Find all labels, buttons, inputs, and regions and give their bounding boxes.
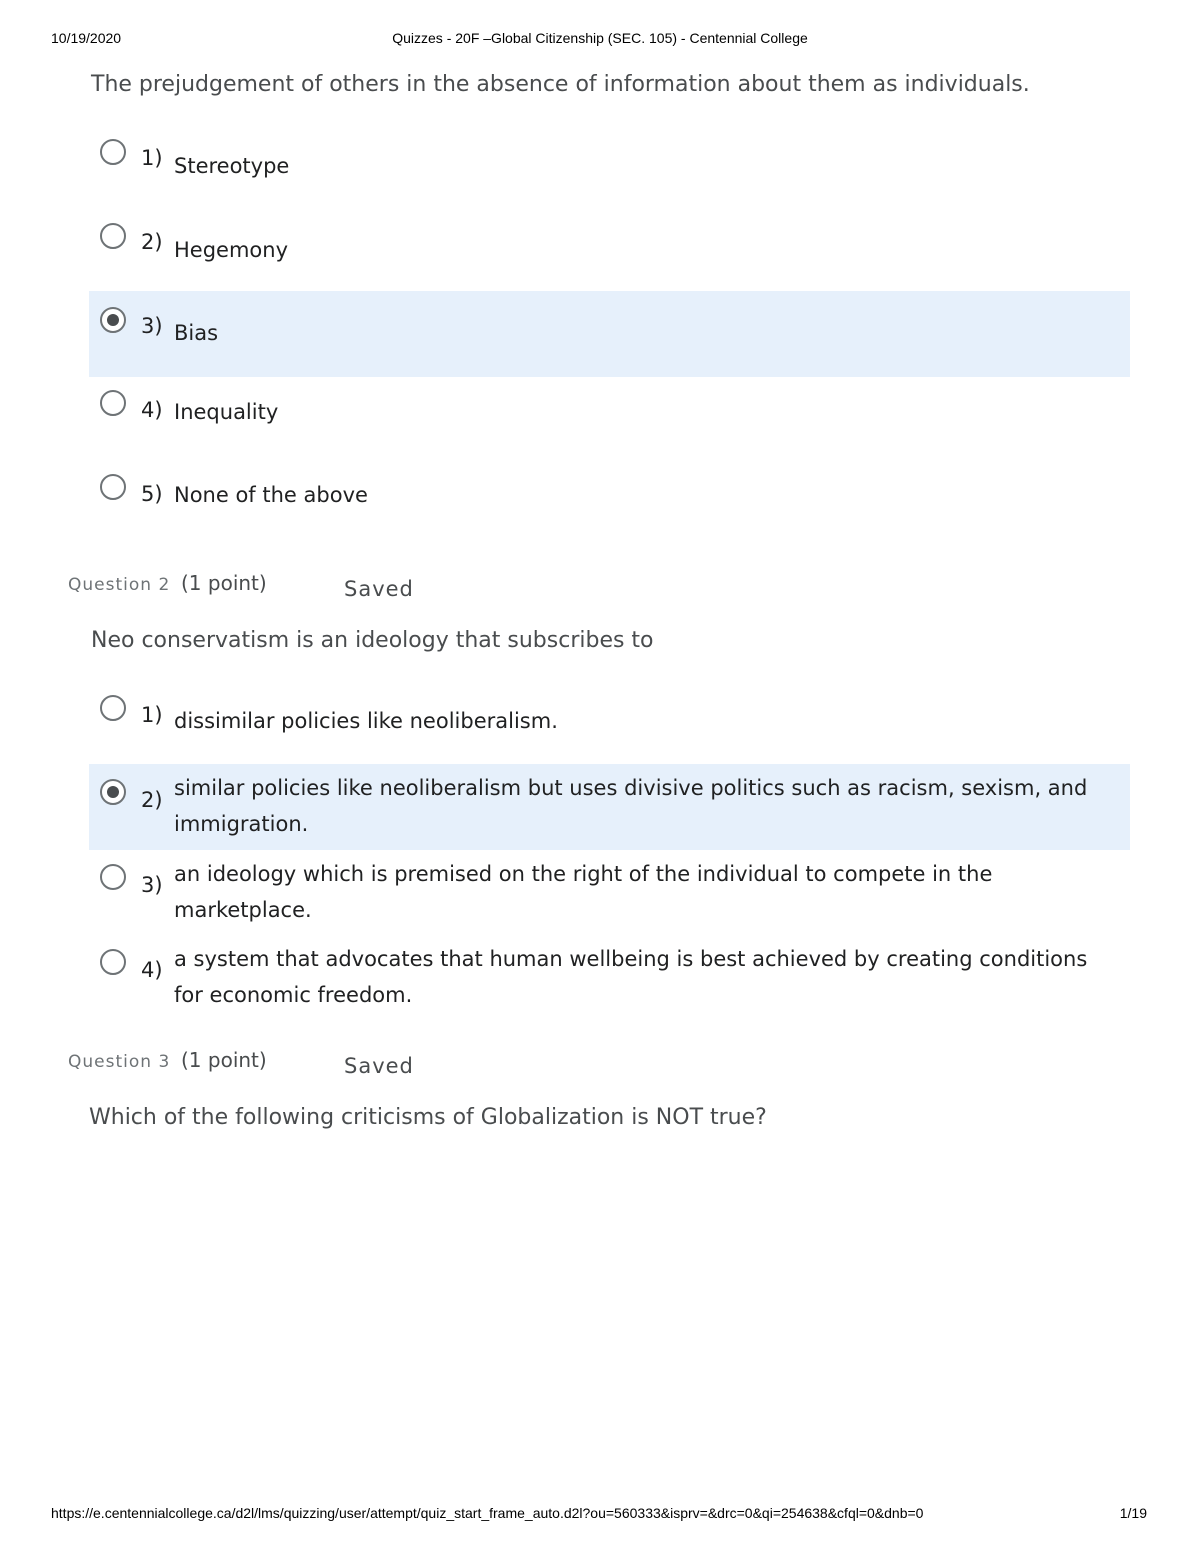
option-label[interactable]: Bias [174, 321, 219, 345]
option-number: 5) [141, 482, 163, 506]
question-points: (1 point) [181, 1048, 267, 1072]
option-number: 1) [141, 146, 163, 170]
option-number: 4) [141, 958, 163, 982]
q2-option-1[interactable] [89, 680, 1130, 764]
radio-button[interactable] [100, 695, 126, 721]
print-header-title: Quizzes - 20F –Global Citizenship (SEC. 105) - Centennial College [392, 30, 808, 46]
page-number: 1/19 [1119, 1505, 1147, 1521]
q2-option-2[interactable] [89, 764, 1130, 850]
option-label[interactable]: a system that advocates that human wellbeing is best achieved by creating conditions for economic freedom. [174, 947, 1088, 1007]
save-status: Saved [344, 577, 414, 601]
option-number: 3) [141, 873, 163, 897]
q2-option-4[interactable] [89, 935, 1130, 1020]
option-number: 2) [141, 230, 163, 254]
radio-button[interactable] [100, 139, 126, 165]
page-url: https://e.centennialcollege.ca/d2l/lms/quizzing/user/attempt/quiz_start_frame_auto.d2l?ou=560333&isprv=&drc=0&qi=254638&cfql=0&dnb=0 [51, 1505, 924, 1521]
option-label[interactable]: dissimilar policies like neoliberalism. [174, 709, 558, 733]
question-points: (1 point) [181, 571, 267, 595]
option-label[interactable]: Stereotype [174, 154, 290, 178]
option-label[interactable]: an ideology which is premised on the right of the individual to compete in the marketplace. [174, 862, 993, 922]
question-1-text: The prejudgement of others in the absence of information about them as individuals. [91, 72, 1030, 97]
q2-option-3[interactable] [89, 850, 1130, 935]
option-label[interactable]: Hegemony [174, 238, 289, 262]
question-number: Question 2 [68, 575, 171, 595]
option-number: 2) [141, 788, 163, 812]
print-footer [0, 1505, 1200, 1525]
option-number: 1) [141, 703, 163, 727]
q1-option-3[interactable] [89, 291, 1130, 377]
save-status: Saved [344, 1054, 414, 1078]
radio-button[interactable] [100, 474, 126, 500]
radio-button[interactable] [100, 390, 126, 416]
radio-button-selected[interactable] [100, 779, 126, 805]
option-label[interactable]: similar policies like neoliberalism but uses divisive politics such as racism, sexism, and immigration. [174, 776, 1088, 836]
option-label[interactable]: Inequality [174, 400, 279, 424]
radio-button-selected[interactable] [100, 307, 126, 333]
option-label[interactable]: None of the above [174, 483, 368, 507]
q1-option-4[interactable] [89, 377, 1130, 460]
option-number: 3) [141, 314, 163, 338]
question-3-text: Which of the following criticisms of Globalization is NOT true? [89, 1105, 767, 1130]
print-header-date: 10/19/2020 [51, 30, 122, 46]
q1-option-1[interactable] [89, 124, 1130, 208]
q1-option-5[interactable] [89, 460, 1130, 544]
radio-button[interactable] [100, 864, 126, 890]
print-header [0, 30, 1200, 50]
q1-option-2[interactable] [89, 208, 1130, 291]
radio-button[interactable] [100, 223, 126, 249]
radio-button[interactable] [100, 949, 126, 975]
question-number: Question 3 [68, 1052, 171, 1072]
option-number: 4) [141, 398, 163, 422]
question-2-text: Neo conservatism is an ideology that subscribes to [91, 628, 654, 653]
